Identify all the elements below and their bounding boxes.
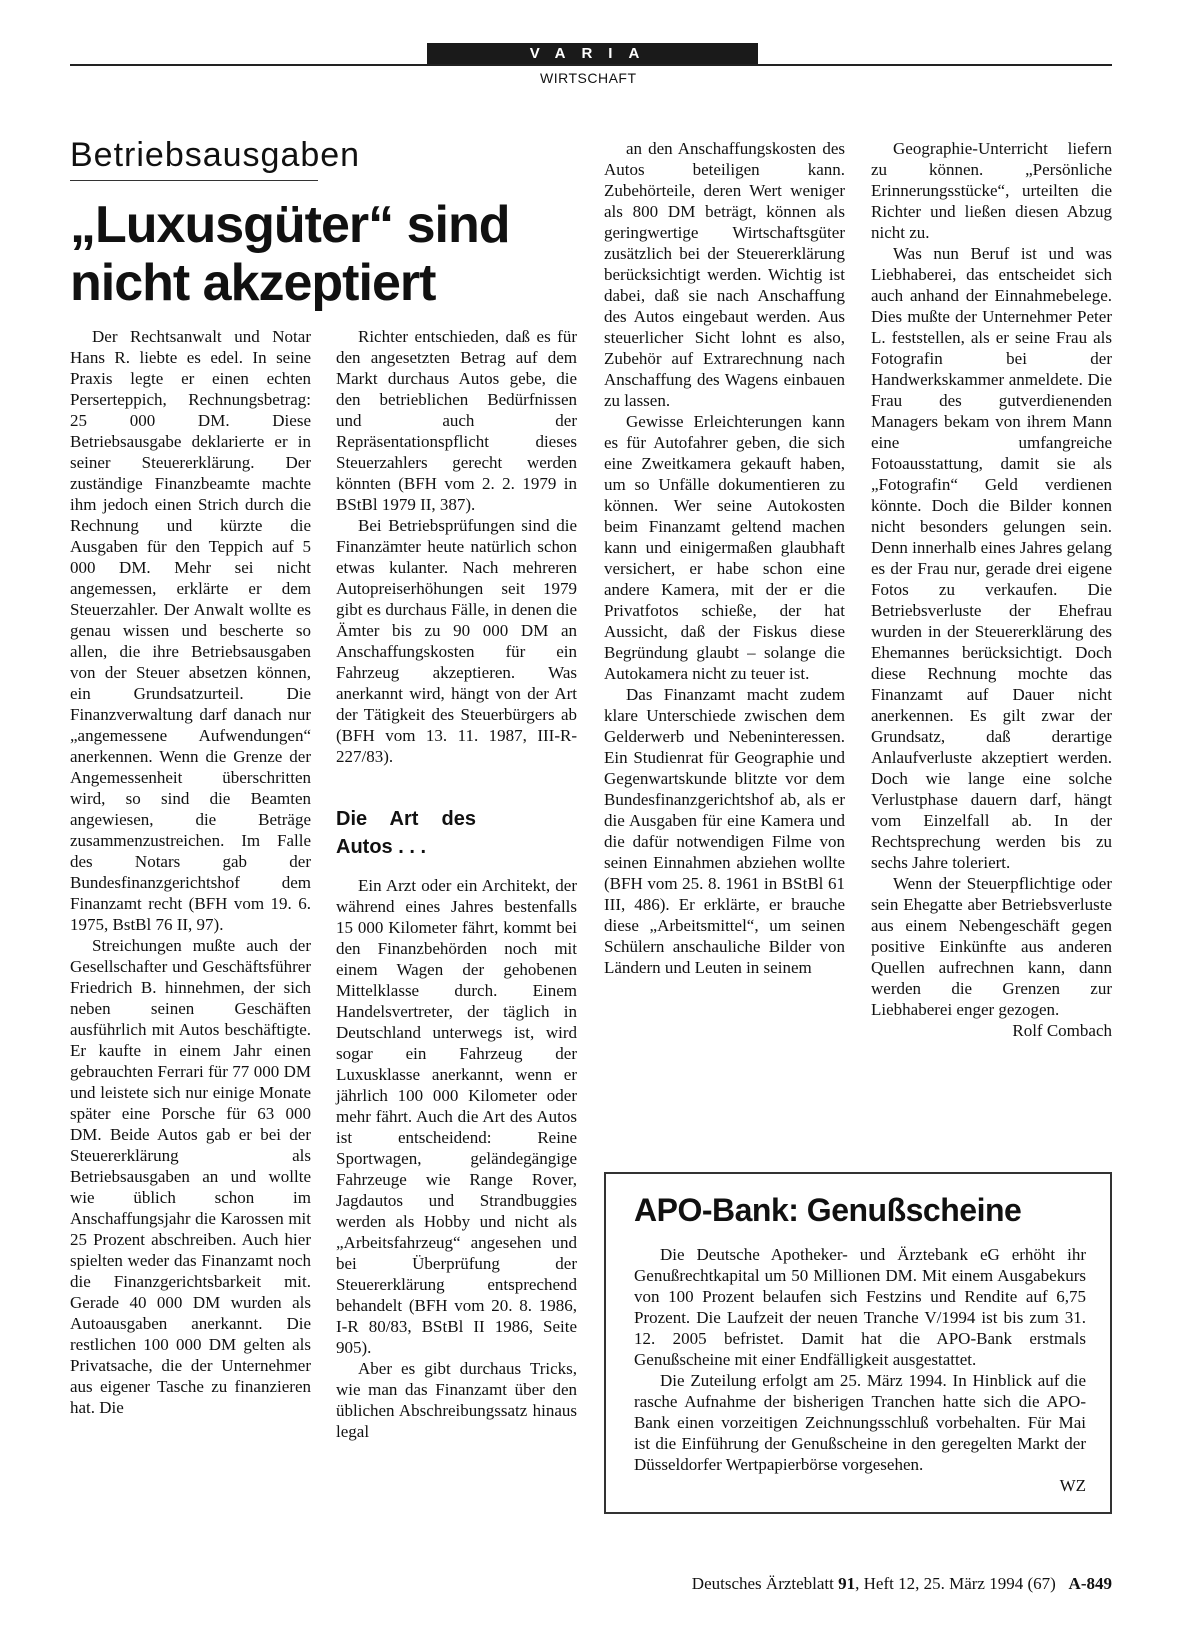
article-column-3 — [604, 138, 845, 978]
article-subheading: Die Art des Autos . . . — [336, 808, 476, 858]
paragraph: Bei Betriebsprüfungen sind die Finanzämter heute natürlich schon etwas kulanter. Nach mehreren Autopreiserhöhungen seit 1979 gibt es durchaus Fälle, in denen die Ämter bis zu 90 000 DM an Anschaffungskosten für ein Fahrzeug akzeptieren. Was anerkannt wird, hängt von der Art der Tätigkeit des Steuerbürgers ab (BFH vom 13. 11. 1987, III-R-227/83). — [336, 516, 577, 766]
article-column-4 — [871, 138, 1112, 1041]
paragraph: Richter entschieden, daß es für den angesetzten Betrag auf dem Markt durchaus Autos gebe, die den betrieblichen Bedürfnissen und auch der Repräsentationspflicht dieses Steuerzahlers gerecht werden könnten (BFH vom 2. 2. 1979 in BStBl 1979 II, 387). — [336, 327, 577, 514]
paragraph: Gewisse Erleichterungen kann es für Autofahrer geben, die sich eine Zweitkamera gekauft haben, um so Unfälle dokumentieren zu können. Wer seine Autokosten beim Finanzamt geltend machen kann und einigermaßen glaubhaft versichert, er habe schon eine andere Kamera, mit der er die Privatfotos schieße, der hat Aussicht, daß der Fiskus diese Begründung glaubt – solange die Autokamera nicht zu teuer ist. — [604, 412, 845, 683]
paragraph: Die Deutsche Apotheker- und Ärztebank eG erhöht ihr Genußrechtkapital um 50 Millionen DM. Mit einem Ausgabekurs von 100 Prozent belaufen sich Festzins und Rendite auf 6,75 Prozent. Die Laufzeit der neuen Tranche V/1994 ist bis zum 31. 12. 2005 befristet. Damit hat die APO-Bank erstmals Genußscheine mit einer Endfälligkeit ausgestattet. — [634, 1245, 1086, 1369]
paragraph: Wenn der Steuerpflichtige oder sein Ehegatte aber Betriebsverluste aus einem Nebengeschäft gegen positive Einkünfte aus anderen Quellen aufrechnen kann, dann werden die Grenzen zur Liebhaberei enger gezogen. — [871, 874, 1112, 1019]
paragraph: Geographie-Unterricht liefern zu können. „Persönliche Erinnerungsstücke“, urteilten die Richter und ließen diesen Abzug nicht zu. — [871, 139, 1112, 242]
paragraph: Das Finanzamt macht zudem klare Unterschiede zwischen dem Gelderwerb und Nebeninteressen. Ein Studienrat für Geographie und Gegenwartskunde blitzte vor dem Bundesfinanzgerichtshof ab, als er die Ausgaben für eine Kamera und die dafür notwendigen Filme von seinen Einnahmen abziehen wollte (BFH vom 25. 8. 1961 in BStBl 61 III, 486). Er erklärte, er brauche diese „Arbeitsmittel“, um seinen Schülern anschauliche Bilder von Ländern und Leuten in seinem — [604, 685, 845, 977]
box-body — [634, 1244, 1086, 1496]
page-number: A-849 — [1068, 1574, 1112, 1593]
paragraph: Streichungen mußte auch der Gesellschafter und Geschäftsführer Friedrich B. hinnehmen, der sich neben seinen Geschäften ausführlich mit Autos beschäftigte. Er kaufte in einem Jahr einen gebrauchten Ferrari für 77 000 DM und leistete sich nur einige Monate später eine Porsche für 63 000 DM. Beide Autos gab er bei der Steuererklärung als Betriebsausgaben an und wollte wie üblich schon im Anschaffungsjahr die Karossen mit 25 Prozent abschreiben. Auch hier spielten weder das Finanzamt noch die Finanzgerichtsbarkeit mit. Gerade 40 000 DM wurden als Autoausgaben anerkannt. Die restlichen 100 000 DM gelten als Privatsache, die der Unternehmer aus eigener Tasche zu finanzieren hat. Die — [70, 936, 311, 1417]
article-author: Rolf Combach — [1012, 1021, 1112, 1040]
box-author: WZ — [1059, 1476, 1086, 1495]
section-label: WIRTSCHAFT — [540, 70, 637, 86]
paragraph: Der Rechtsanwalt und Notar Hans R. liebte es edel. In seine Praxis legte er einen echten Perserteppich, Rechnungsbetrag: 25 000 DM. Diese Betriebsausgabe deklarierte er in seiner Steuererklärung. Der zuständige Finanzbeamte machte ihm jedoch einen Strich durch die Rechnung und kürzte die Ausgaben für den Teppich auf 5 000 DM. Mehr sei nicht angemessen, erklärte er dem Steuerzahler. Der Anwalt wollte es genau wissen und bescherte so allen, die ihre Betriebsausgaben von der Steuer absetzen können, ein Grundsatzurteil. Die Finanzverwaltung darf danach nur „angemessene Aufwendungen“ anerkennen. Wenn die Grenze der Angemessenheit überschritten wird, so sind die Beamten angewiesen, die Beträge zusammenzustreichen. Im Falle des Notars gab der Bundesfinanzgerichtshof dem Finanzamt recht (BFH vom 19. 6. 1975, BstBl 76 II, 97). — [70, 327, 311, 934]
article-column-2 — [336, 326, 577, 1442]
kicker-rule — [70, 180, 318, 181]
issue-info: , Heft 12, 25. März 1994 (67) — [855, 1574, 1056, 1593]
article-column-1 — [70, 326, 311, 1418]
rubric-bar: VARIA — [427, 43, 758, 65]
headline-line-2: nicht akzeptiert — [70, 254, 436, 312]
paragraph: an den Anschaffungskosten des Autos beteiligen kann. Zubehörteile, deren Wert weniger als 800 DM beträgt, können als geringwertige Wirtschaftsgüter zusätzlich bei der Steuererklärung berücksichtigt werden. Wichtig ist dabei, daß sie nach Anschaffung des Autos eingebaut werden. Aus steuerlicher Sicht lohnt es also, Zubehör auf Extrarechnung nach Anschaffung des Wagens einbauen zu lassen. — [604, 139, 845, 410]
page-footer — [604, 1574, 1112, 1594]
paragraph: Ein Arzt oder ein Architekt, der während eines Jahres bestenfalls 15 000 Kilometer fährt, kommt bei den Finanzbehörden noch mit einem Wagen der gehobenen Mittelklasse durch. Einem Handelsvertreter, der täglich in Deutschland unterwegs ist, wird sogar ein Fahrzeug der Luxusklasse anerkannt, wenn er jährlich 100 000 Kilometer oder mehr fährt. Auch die Art des Autos ist entscheidend: Reine Sportwagen, geländegängige Fahrzeuge wie Range Rover, Jagdautos und Strandbuggies werden als Hobby und nicht als „Arbeitsfahrzeug“ angesehen und bei Überprüfung der Steuererklärung entsprechend behandelt (BFH vom 20. 8. 1986, I-R 80/83, BStBl II 1986, Seite 905). — [336, 876, 577, 1357]
article-kicker: Betriebsausgaben — [70, 136, 361, 174]
box-title: APO-Bank: Genußscheine — [634, 1192, 1022, 1228]
paragraph: Aber es gibt durchaus Tricks, wie man das Finanzamt über den üblichen Abschreibungssatz hinaus legal — [336, 1359, 577, 1441]
header-rule — [70, 64, 1112, 66]
news-box — [604, 1172, 1112, 1514]
headline-line-1: „Luxusgüter“ sind — [70, 196, 510, 254]
article-headline — [70, 196, 540, 312]
paragraph: Was nun Beruf ist und was Liebhaberei, das entscheidet sich auch anhand der Einnahmebelege. Dies mußte der Unternehmer Peter L. feststellen, als er seine Frau als Fotografin bei der Handwerkskammer anmeldete. Die Frau des gutverdienenden Managers bekam von ihrem Mann eine umfangreiche Fotoausstattung, damit sie als „Fotografin“ Geld verdienen könnte. Doch die Bilder konnen nicht besonders gelungen sein. Denn innerhalb eines Jahres gelang es der Frau nur, gerade drei eigene Fotos zu verkaufen. Die Betriebsverluste der Ehefrau wurden in der Steuererklärung des Ehemannes berücksichtigt. Doch diese Rechnung mochte das Finanzamt auf Dauer nicht anerkennen. Es gilt zwar der Grundsatz, daß derartige Anlaufverluste akzeptiert werden. Doch wie lange eine solche Verlustphase dauern darf, hängt vom Einzelfall ab. In der Rechtsprechung werden bis zu sechs Jahre toleriert. — [871, 244, 1112, 872]
journal-volume: 91 — [838, 1574, 856, 1593]
paragraph: Die Zuteilung erfolgt am 25. März 1994. In Hinblick auf die rasche Aufnahme der bisherigen Tranchen hatte sich die APO-Bank einen vorzeitigen Zeichnungsschluß vorbehalten. Für Mai ist die Einführung der Genußscheine in den geregelten Markt der Düsseldorfer Wertpapierbörse vorgesehen. — [634, 1371, 1086, 1474]
journal-name: Deutsches Ärzteblatt — [691, 1574, 834, 1593]
